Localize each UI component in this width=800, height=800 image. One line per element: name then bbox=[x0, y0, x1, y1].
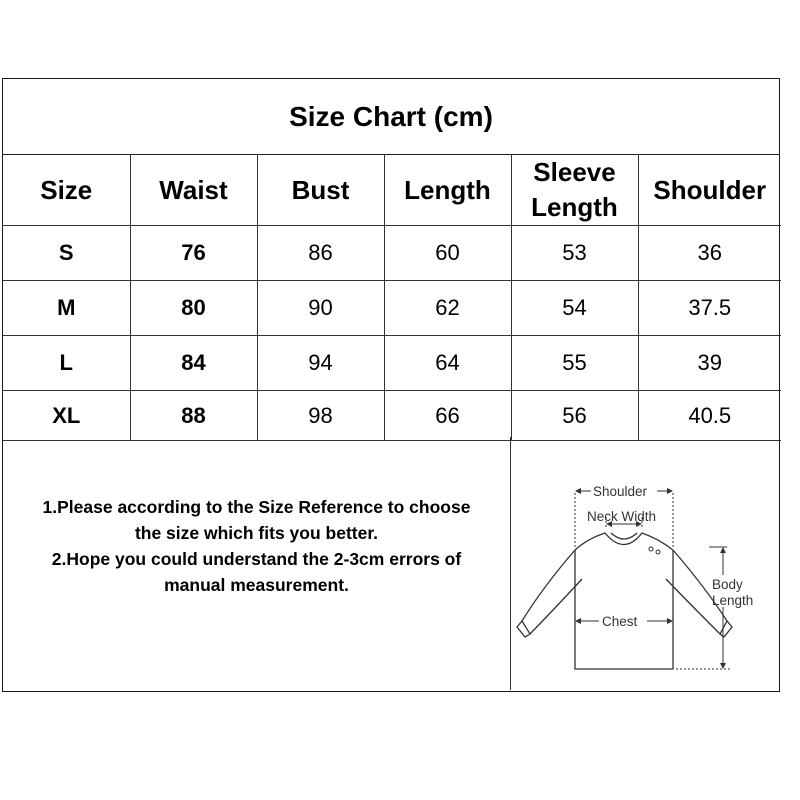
header-sleeve-length: Sleeve Length bbox=[511, 155, 638, 226]
cell-length: 62 bbox=[384, 281, 511, 336]
cell-waist: 84 bbox=[130, 336, 257, 391]
table-row bbox=[3, 281, 781, 336]
cell-size: M bbox=[3, 281, 130, 336]
label-body: Body bbox=[712, 577, 743, 592]
size-table bbox=[3, 155, 781, 441]
header-bust: Bust bbox=[257, 155, 384, 226]
cell-sleeve: 56 bbox=[511, 391, 638, 441]
sweater-illustration bbox=[511, 437, 781, 690]
note-line: manual measurement. bbox=[164, 574, 349, 595]
cell-bust: 94 bbox=[257, 336, 384, 391]
cell-shoulder: 37.5 bbox=[638, 281, 781, 336]
size-chart bbox=[2, 78, 780, 692]
table-row bbox=[3, 391, 781, 441]
label-length: Length bbox=[712, 593, 754, 608]
cell-waist: 80 bbox=[130, 281, 257, 336]
header-length: Length bbox=[384, 155, 511, 226]
size-notes bbox=[3, 437, 511, 690]
header-waist: Waist bbox=[130, 155, 257, 226]
cell-bust: 90 bbox=[257, 281, 384, 336]
cell-bust: 86 bbox=[257, 226, 384, 281]
cell-size: S bbox=[3, 226, 130, 281]
cell-shoulder: 36 bbox=[638, 226, 781, 281]
note-line: 2.Hope you could understand the 2-3cm errors of bbox=[51, 548, 462, 569]
cell-sleeve: 53 bbox=[511, 226, 638, 281]
cell-waist: 88 bbox=[130, 391, 257, 441]
header-size: Size bbox=[3, 155, 130, 226]
table-row bbox=[3, 336, 781, 391]
table-header-row bbox=[3, 155, 781, 226]
cell-bust: 98 bbox=[257, 391, 384, 441]
cell-length: 66 bbox=[384, 391, 511, 441]
cell-length: 60 bbox=[384, 226, 511, 281]
table-row bbox=[3, 226, 781, 281]
cell-waist: 76 bbox=[130, 226, 257, 281]
cell-shoulder: 39 bbox=[638, 336, 781, 391]
label-shoulder: Shoulder bbox=[593, 484, 648, 499]
measurement-diagram bbox=[511, 437, 781, 690]
chart-title: Size Chart (cm) bbox=[3, 79, 779, 155]
note-line: 1.Please according to the Size Reference to choose bbox=[42, 496, 471, 517]
cell-shoulder: 40.5 bbox=[638, 391, 781, 441]
note-line: the size which fits you better. bbox=[134, 522, 379, 543]
cell-sleeve: 55 bbox=[511, 336, 638, 391]
cell-size: L bbox=[3, 336, 130, 391]
header-shoulder: Shoulder bbox=[638, 155, 781, 226]
cell-size: XL bbox=[3, 391, 130, 441]
cell-length: 64 bbox=[384, 336, 511, 391]
cell-sleeve: 54 bbox=[511, 281, 638, 336]
label-neck-width: Neck Width bbox=[587, 509, 657, 524]
info-section bbox=[3, 437, 779, 690]
label-chest: Chest bbox=[602, 614, 638, 629]
